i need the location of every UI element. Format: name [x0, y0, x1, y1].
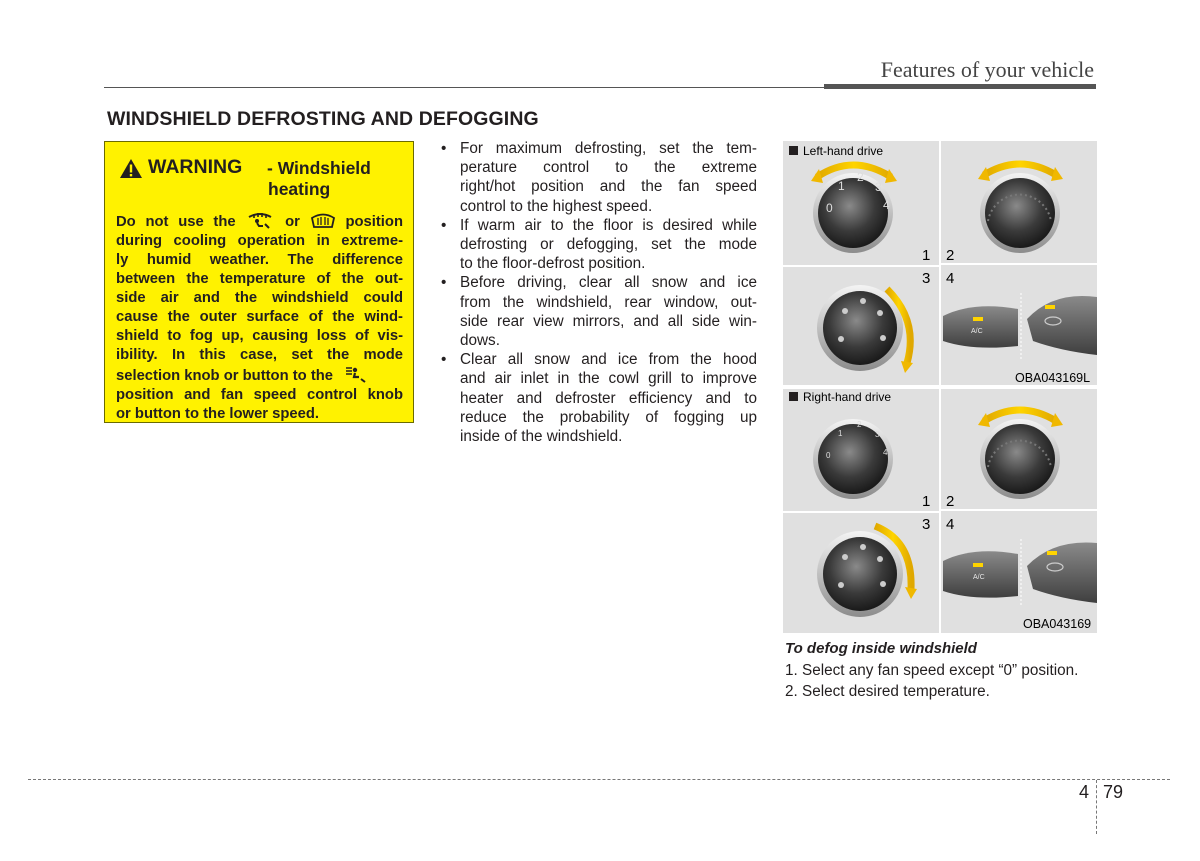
warning-text-fragment: Do not use the: [116, 214, 236, 230]
list-item-line: reduce the probability of fogging up: [460, 408, 757, 426]
instructions-list: [441, 139, 757, 446]
figure-code-bottom: OBA043169: [1023, 617, 1092, 631]
fan-number-4: 4: [883, 448, 888, 457]
lhd-label: Left-hand drive: [803, 144, 884, 158]
figure-illustration: [783, 141, 1097, 633]
warning-line: shield to fog up, causing loss of vis-: [116, 328, 403, 344]
warning-line: cause the outer surface of the wind-: [116, 309, 403, 325]
fan-number-1: 1: [838, 429, 843, 438]
figure-num-2: 2: [946, 493, 955, 510]
floor-defrost-icon: [245, 211, 275, 229]
ac-button: [943, 306, 1018, 347]
warning-word: WARNING: [148, 156, 243, 178]
section-title: WINDSHIELD DEFROSTING AND DEFOGGING: [107, 108, 539, 130]
list-item-line: If warm air to the floor is desired while: [460, 216, 757, 234]
list-item: [441, 139, 757, 216]
ac-button-label: A/C: [973, 574, 985, 581]
rhd-label: Right-hand drive: [803, 390, 892, 404]
footer-rule: [28, 779, 1170, 780]
mode-knob: [817, 285, 913, 373]
warning-topic-line2: heating: [268, 179, 331, 199]
figure-num-1: 1: [922, 493, 931, 510]
figure-num-4: 4: [946, 516, 955, 533]
recirculation-button: [1027, 542, 1097, 603]
warning-line: [116, 365, 403, 386]
mode-knob: [817, 526, 917, 617]
bullet-dot: •: [441, 216, 447, 234]
figure-code-top: OBA043169L: [1015, 371, 1091, 385]
recirculation-button: [1027, 296, 1097, 355]
caption-step-1: 1. Select any fan speed except “0” position.: [785, 662, 1079, 679]
fan-number-0: 0: [826, 451, 831, 460]
list-item-line: For maximum defrosting, set the tem-: [460, 140, 757, 157]
face-vent-icon: [343, 365, 369, 383]
warning-text-fragment: position: [345, 214, 403, 230]
fan-number-1: 1: [838, 179, 845, 193]
header-title: Features of your vehicle: [880, 57, 1094, 82]
list-item-line: Before driving, clear all snow and ice: [460, 274, 757, 292]
warning-box: [104, 141, 414, 423]
warning-text-fragment: selection knob or button to the: [116, 368, 334, 384]
figure-num-3: 3: [922, 516, 931, 533]
list-item-line: and air inlet in the cowl grill to improve: [460, 370, 757, 388]
fan-number-0: 0: [826, 201, 833, 215]
defrost-icon: [310, 211, 336, 229]
bullet-dot: •: [441, 351, 447, 369]
header-rule: [104, 87, 826, 88]
figure-num-4: 4: [946, 270, 955, 287]
list-item-line: from the windshield, rear window, out-: [460, 293, 757, 311]
page-number: 79: [1103, 782, 1124, 802]
ac-button-label: A/C: [971, 328, 983, 335]
warning-line: during cooling operation in extreme-: [116, 233, 403, 249]
warning-line: side air and the windshield could: [116, 290, 403, 306]
list-item-line: side rear view mirrors, and all side win-: [460, 312, 757, 330]
chapter-number: 4: [1079, 782, 1090, 802]
list-item-line: heater and defroster efficiency and to: [460, 389, 757, 407]
warning-line: between the temperature of the out-: [116, 271, 403, 287]
caption-step-2: 2. Select desired temperature.: [785, 683, 990, 700]
fan-speed-knob: [813, 419, 893, 499]
header-rule-accent: [824, 84, 1096, 89]
warning-line: or button to the lower speed.: [116, 406, 320, 422]
warning-topic-line1: - Windshield: [267, 158, 371, 178]
list-item: [441, 350, 757, 446]
figure-num-1: 1: [922, 247, 931, 264]
square-bullet-icon: [789, 392, 798, 401]
temperature-knob: [978, 164, 1063, 253]
warning-line: ly humid weather. The difference: [116, 252, 403, 268]
fan-number-3: 3: [875, 180, 882, 194]
list-item-line: Clear all snow and ice from the hood: [460, 351, 757, 369]
caption-title: To defog inside windshield: [785, 640, 977, 657]
temperature-knob: [978, 410, 1063, 499]
fan-number-4: 4: [883, 198, 890, 212]
list-item-line: perature control to the extreme: [460, 159, 757, 177]
warning-line: ibility. In this case, set the mode: [116, 347, 403, 363]
list-item-line: right/hot position and the fan speed: [460, 178, 757, 196]
figure-num-3: 3: [922, 270, 931, 287]
list-item-line: control to the highest speed.: [460, 197, 653, 215]
climate-control-figure: [783, 141, 1097, 633]
list-item: [441, 216, 757, 274]
list-item-line: to the floor-defrost position.: [460, 255, 646, 273]
warning-triangle-icon: [119, 158, 143, 179]
list-item-line: dows.: [460, 332, 500, 350]
footer-divider: [1096, 780, 1097, 834]
list-item-line: defrosting or defogging, set the mode: [460, 236, 757, 254]
bullet-dot: •: [441, 140, 447, 157]
list-item: [441, 273, 757, 350]
bullet-dot: •: [441, 274, 447, 292]
fan-number-2: 2: [857, 170, 864, 184]
warning-header: [116, 152, 403, 202]
warning-line: position and fan speed control knob: [116, 387, 403, 403]
figure-num-2: 2: [946, 247, 955, 264]
list-item-line: inside of the windshield.: [460, 428, 623, 446]
warning-line: [116, 211, 403, 232]
fan-number-3: 3: [875, 430, 880, 439]
square-bullet-icon: [789, 146, 798, 155]
warning-text: [116, 211, 403, 424]
fan-number-2: 2: [857, 420, 862, 429]
warning-text-fragment: or: [285, 214, 300, 230]
